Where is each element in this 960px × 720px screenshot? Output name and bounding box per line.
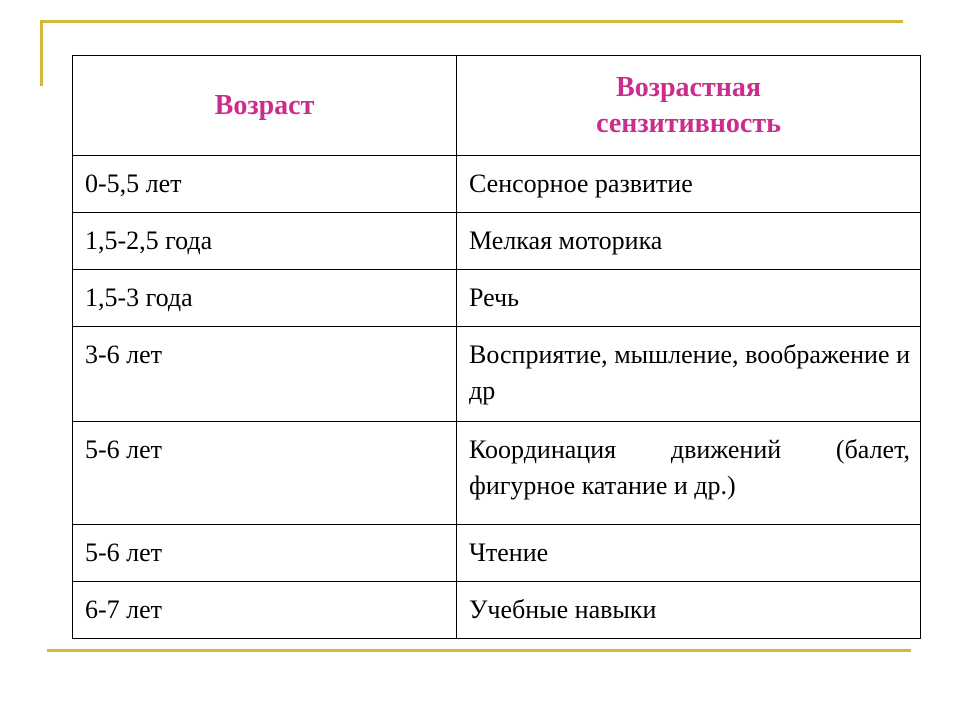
table-row <box>73 156 921 213</box>
age-cell: 6-7 лет <box>73 582 457 639</box>
header-sensitivity-line1: Возрастная <box>616 71 761 103</box>
sensitivity-cell: Сенсорное развитие <box>457 156 921 213</box>
age-cell: 1,5-2,5 года <box>73 213 457 270</box>
sensitivity-cell: Чтение <box>457 525 921 582</box>
sensitivity-cell: Учебные навыки <box>457 582 921 639</box>
age-cell: 1,5-3 года <box>73 270 457 327</box>
decorative-left-line <box>40 20 43 86</box>
header-sensitivity-line2: сензитивность <box>596 107 781 139</box>
age-cell: 5-6 лет <box>73 525 457 582</box>
age-cell: 0-5,5 лет <box>73 156 457 213</box>
sensitivity-cell: Восприятие, мышление, воображение и др <box>457 327 921 422</box>
table-row <box>73 270 921 327</box>
sensitivity-cell: Координация движений (балет, фигурное катание и др.) <box>457 422 921 525</box>
header-sensitivity <box>457 56 921 156</box>
table-header-row <box>73 56 921 156</box>
sensitivity-cell: Речь <box>457 270 921 327</box>
decorative-bottom-line <box>47 649 911 652</box>
table-row <box>73 525 921 582</box>
sensitivity-cell: Мелкая моторика <box>457 213 921 270</box>
table-row <box>73 422 921 525</box>
table-row <box>73 582 921 639</box>
age-cell: 3-6 лет <box>73 327 457 422</box>
header-age-label: Возраст <box>214 89 315 121</box>
decorative-top-line <box>40 20 903 23</box>
header-age <box>73 56 457 156</box>
table-row <box>73 213 921 270</box>
sensitivity-table <box>72 55 921 639</box>
table-row <box>73 327 921 422</box>
age-cell: 5-6 лет <box>73 422 457 525</box>
